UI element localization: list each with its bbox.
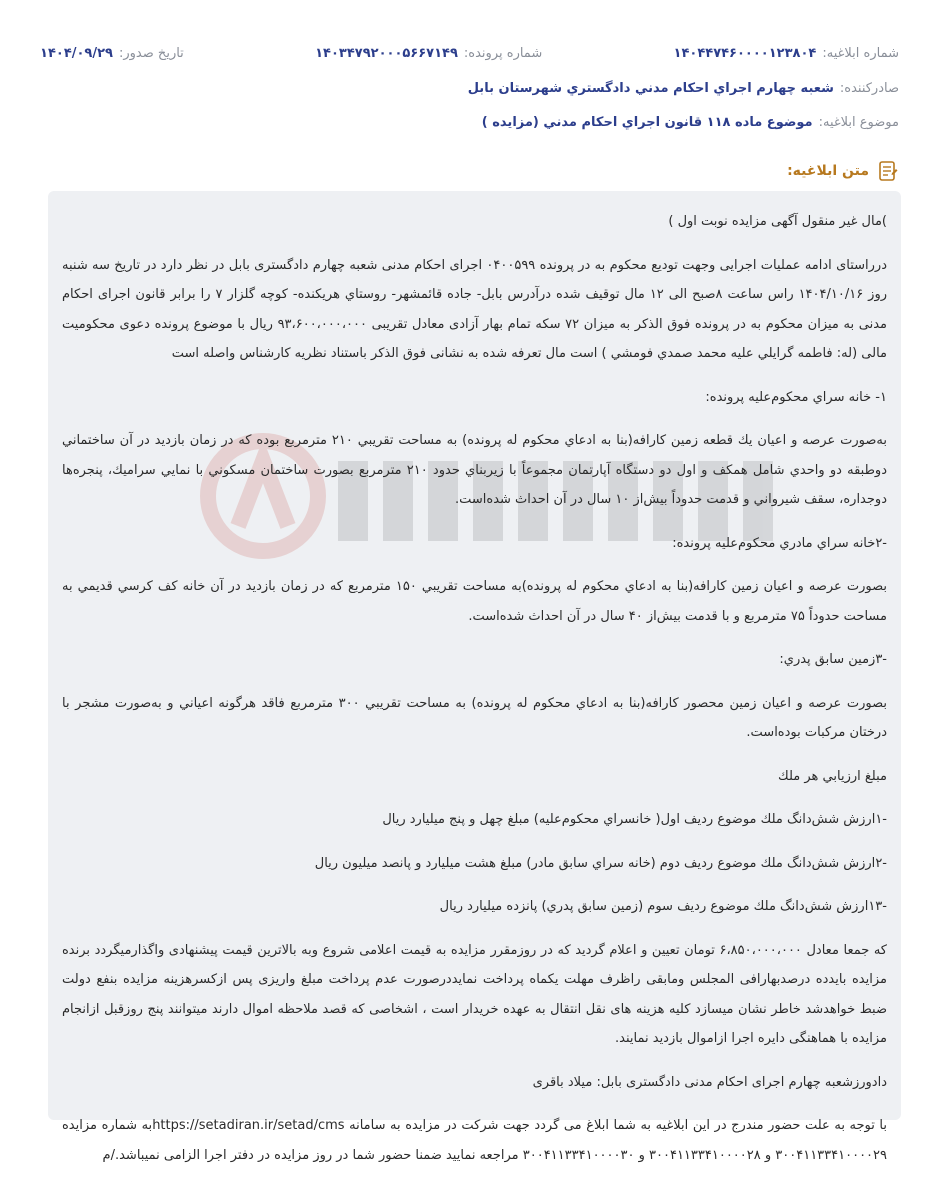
notice-document-icon bbox=[877, 160, 899, 182]
notice-paragraph: )مال غیر منقول آگهی مزایده نوبت اول ) bbox=[668, 214, 887, 229]
subject-label: موضوع ابلاغیه: bbox=[818, 115, 899, 130]
notice-paragraph: درراستای ادامه عملیات اجرایی وجهت تودیع محکوم به در پرونده ۰۴۰۰۵۹۹ اجرای احکام مدنی شعبه چهارم دادگستری بابل در نظر دارد در تاریخ سه شنبه روز ۱۴۰۴/۱۰/۱۶ راس ساعت ۸صبح الی ۱۲ مال توقیف شده درآدرس بابل- جاده قائمشهر- روستاي هريكنده- كوچه گلزار ۷ را برابر قانون اجرای احکام مدنی به میزان محکوم به در پرونده فوق الذکر به میزان ۷۲ سکه تمام بهار آزادی معادل تقریبی ۹۳،۶۰۰،۰۰۰،۰۰۰ ریال با موضوع پرونده دعوی محکومیت مالی (له: فاطمه گرايلي عليه محمد صمدي فومشي ) است مال تعرفه شده به نشانی فوق الذکر باستناد نظریه کارشناس واصله است bbox=[62, 257, 888, 361]
notice-paragraph: -۱ارزش شش‌دانگ ملك موضوع رديف اول( خانسراي محكوم‌عليه) مبلغ چهل و پنج ميليارد ريال bbox=[382, 812, 887, 827]
notice-paragraph: که جمعا معادل ۶،۸۵۰،۰۰۰،۰۰۰ تومان تعیین و اعلام گردید که در روزمقرر مزایده به قیمت اعلامی شروع وبه بالاترین قیمت پیشنهادی واگذارمیگردد برنده مزایده بایدده درصدبهارافی المجلس ومابقی راظرف مهلت یکماه پرداخت نمایددرصورت عدم پرداخت مبلغ واریزی پس ازکسرهزینه مزایده بنفع دولت ضبط خواهدشد خاطر نشان میسازد کلیه هزینه های نقل انتقال به عهده خریدار است ، اشخاصی که قصد ملاحظه اموال دارند میتوانند پنج روزقبل ازانجام مزایده با هماهنگی دایره اجرا ازاموال بازدید نمایند. bbox=[62, 942, 887, 1046]
case-number-label: شماره پرونده: bbox=[463, 46, 543, 61]
header-meta-row bbox=[40, 46, 899, 61]
notice-paragraph: به‌صورت عرصه و اعيان يك قطعه زمين كارافه(بنا به ادعاي محكوم له پرونده) به مساحت تقريبي ۲۱۰ مترمربع بوده كه در زمان بازديد در آن ساختماني دوطبقه دو واحدي شامل همكف و اول دو دستگاه آپارتمان مجموعاً با زيربناي حدود ۲۱۰ مترمربع بصورت ساختمان مسكوني با نمايي سراميك، پنجره‌ها دوجداره، سقف شيرواني و قدمت حدوداً بيش‌از ۱۰ سال در آن احداث شده‌است. bbox=[62, 433, 888, 507]
notice-paragraph: مبلغ ارزيابي هر ملك bbox=[778, 768, 887, 784]
subject-row bbox=[40, 115, 899, 130]
case-number bbox=[315, 46, 542, 61]
notice-number-value: ۱۴۰۴۴۷۴۶۰۰۰۰۱۲۳۸۰۴ bbox=[673, 46, 817, 61]
issue-date-value: ۱۴۰۴/۰۹/۲۹ bbox=[40, 46, 113, 61]
notice-number bbox=[674, 46, 899, 61]
notice-paragraph: ۱- خانه سراي محكوم‌عليه پرونده: bbox=[705, 389, 887, 405]
notice-text-title: متن ابلاغیه: bbox=[787, 163, 869, 179]
subject-value: موضوع ماده ۱۱۸ قانون اجراي احكام مدني (مزايده ) bbox=[481, 115, 813, 130]
notice-paragraph: -۲خانه سراي مادري محكوم‌عليه پرونده: bbox=[672, 535, 887, 551]
notice-paragraph: -۱۳ارزش شش‌دانگ ملك موضوع رديف سوم (زمين سابق پدري) پانزده ميليارد ريال bbox=[439, 899, 887, 914]
notice-paragraph: با توجه به علت حضور مندرج در این ابلاغیه به شما ابلاغ می گردد جهت شرکت در مزایده به سامانه https://setadiran.ir/setad/cmsبه شماره مزایده ۳۰۰۴۱۱۳۳۴۱۰۰۰۰۲۹ و ۳۰۰۴۱۱۳۳۴۱۰۰۰۰۲۸ و ۳۰۰۴۱۱۳۳۴۱۰۰۰۰۳۰ مراجعه نمایید ضمنا حضور شما در روز مزایده در دفتر اجرا الزامی نمیباشد./م bbox=[62, 1118, 888, 1163]
issuer-label: صادرکننده: bbox=[839, 81, 899, 96]
case-number-value: ۱۴۰۳۴۷۹۲۰۰۰۵۶۶۷۱۴۹ bbox=[315, 46, 458, 61]
notice-paragraph: -۳زمين سابق پدري: bbox=[779, 652, 887, 667]
notice-paragraph: بصورت عرصه و اعيان زمين كارافه(بنا به ادعاي محكوم له پرونده)به مساحت تقريبي ۱۵۰ مترمربع كه در زمان بازديد در آن خانه كف كرسي قديمي به مساحت حدوداً ۷۵ مترمربع و با قدمت بيش‌از ۴۰ سال در آن احداث شده‌است. bbox=[62, 579, 887, 624]
issuer-value: شعبه چهارم اجراي احكام مدني دادگستري شهرستان بابل bbox=[467, 81, 834, 96]
notice-paragraph: دادورزشعبه چهارم اجرای احکام مدنی دادگستری بابل: میلاد باقری bbox=[532, 1074, 887, 1090]
notice-paragraph: -۲ارزش شش‌دانگ ملك موضوع رديف دوم (خانه سراي سابق مادر) مبلغ هشت ميليارد و پانصد ميليون ريال bbox=[314, 855, 887, 871]
notice-paragraph: بصورت عرصه و اعيان زمين محصور كارافه(بنا به ادعاي محكوم له پرونده) به مساحت تقريبي ۳۰۰ مترمربع فاقد هرگونه اعياني و به‌صورت مشجر با درختان مركبات بوده‌است. bbox=[62, 695, 887, 740]
notice-number-label: شماره ابلاغیه: bbox=[822, 46, 899, 61]
notice-text-heading bbox=[787, 160, 899, 182]
issue-date bbox=[40, 46, 184, 61]
issuer-row bbox=[40, 81, 899, 96]
notice-text-box bbox=[48, 191, 901, 1163]
issue-date-label: تاریخ صدور: bbox=[119, 46, 184, 61]
